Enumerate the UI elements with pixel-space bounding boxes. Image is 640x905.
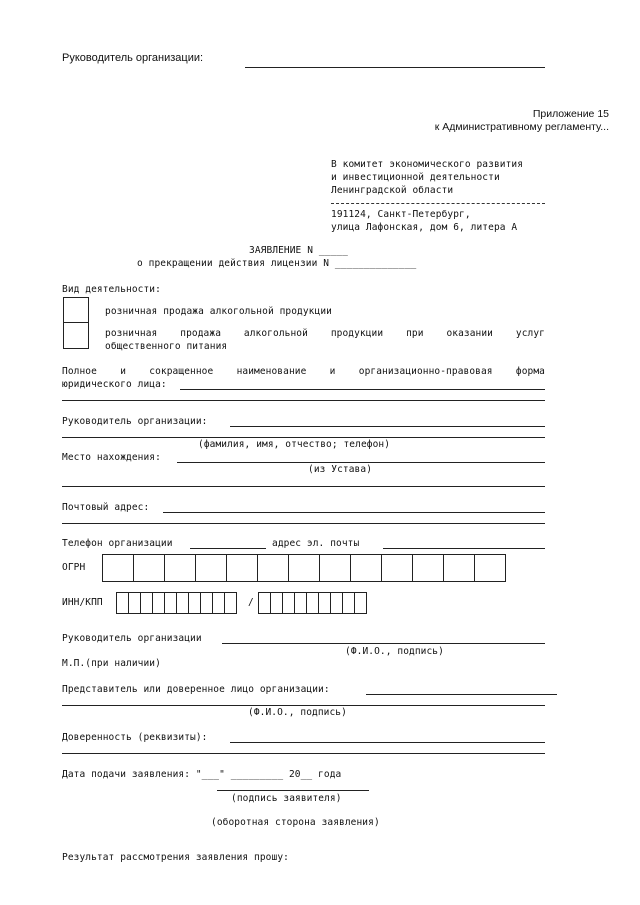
- full-name-field-extra[interactable]: [62, 400, 545, 401]
- location-label: Место нахождения:: [62, 452, 161, 463]
- full-name-field[interactable]: [180, 389, 545, 390]
- location-field-extra[interactable]: [62, 486, 545, 487]
- location-field[interactable]: [177, 462, 545, 463]
- ogrn-cell[interactable]: [195, 554, 227, 582]
- ogrn-label: ОГРН: [62, 562, 86, 573]
- phone-label: Телефон организации: [62, 538, 173, 549]
- full-name-label-line2: юридического лица:: [62, 379, 167, 390]
- postal-field-extra[interactable]: [62, 523, 545, 524]
- kpp-grid[interactable]: [258, 592, 367, 614]
- full-name-label-line1: Полное и сокращенное наименование и организационно-правовая форма: [62, 366, 545, 377]
- activity-checkbox-retail[interactable]: [63, 297, 89, 323]
- ogrn-cell[interactable]: [381, 554, 413, 582]
- head-sign-field[interactable]: [222, 643, 545, 644]
- head-hint: (фамилия, имя, отчество; телефон): [198, 439, 391, 450]
- activity-checkbox-catering[interactable]: [63, 322, 89, 349]
- proxy-field[interactable]: [230, 742, 545, 743]
- addressee-line1: В комитет экономического развития: [331, 159, 524, 170]
- appendix-number: Приложение 15: [532, 108, 609, 120]
- head-label: Руководитель организации:: [62, 416, 208, 427]
- inn-grid[interactable]: [116, 592, 237, 614]
- result-label: Результат рассмотрения заявления прошу:: [62, 852, 289, 863]
- ogrn-cell[interactable]: [257, 554, 289, 582]
- representative-label: Представитель или доверенное лицо организации:: [62, 684, 330, 695]
- ogrn-cell[interactable]: [412, 554, 444, 582]
- head-field-extra[interactable]: [62, 437, 545, 438]
- appendix-reference: к Административному регламенту...: [434, 121, 609, 133]
- activity-option-catering-line1: розничная продажа алкогольной продукции при оказании услуг: [105, 328, 545, 339]
- head-sign-label: Руководитель организации: [62, 633, 202, 644]
- ogrn-cell[interactable]: [474, 554, 506, 582]
- ogrn-cell[interactable]: [133, 554, 165, 582]
- activity-option-retail: розничная продажа алкогольной продукции: [105, 306, 332, 317]
- representative-field[interactable]: [366, 694, 557, 695]
- statement-title: ЗАЯВЛЕНИЕ N _____: [249, 245, 348, 256]
- addressee-line5: улица Лафонская, дом 6, литера А: [331, 222, 518, 233]
- addressee-line3: Ленинградской области: [331, 185, 454, 196]
- email-field[interactable]: [383, 548, 545, 549]
- ogrn-cell[interactable]: [226, 554, 258, 582]
- inn-cell[interactable]: [224, 592, 237, 614]
- applicant-signature-field[interactable]: [217, 790, 369, 791]
- ogrn-cell[interactable]: [443, 554, 475, 582]
- ogrn-cell[interactable]: [164, 554, 196, 582]
- head-field[interactable]: [230, 426, 545, 427]
- activity-option-catering-line2: общественного питания: [105, 341, 228, 352]
- representative-field-extra[interactable]: [62, 705, 545, 706]
- representative-hint: (Ф.И.О., подпись): [248, 707, 347, 718]
- inn-kpp-separator: /: [248, 597, 254, 608]
- kpp-cell[interactable]: [354, 592, 367, 614]
- addressee-line2: и инвестиционной деятельности: [331, 172, 500, 183]
- top-head-line: [245, 67, 545, 68]
- activity-label: Вид деятельности:: [62, 284, 161, 295]
- addressee-line4: 191124, Санкт-Петербург,: [331, 209, 471, 220]
- ogrn-grid[interactable]: [102, 554, 506, 582]
- addressee-separator: [331, 203, 545, 204]
- reverse-side-label: (оборотная сторона заявления): [211, 817, 380, 828]
- phone-field[interactable]: [190, 548, 266, 549]
- stamp-label: М.П.(при наличии): [62, 658, 161, 669]
- proxy-label: Доверенность (реквизиты):: [62, 732, 208, 743]
- top-head-label: Руководитель организации:: [62, 52, 204, 64]
- postal-label: Почтовый адрес:: [62, 502, 150, 513]
- head-sign-hint: (Ф.И.О., подпись): [345, 646, 444, 657]
- email-label: адрес эл. почты: [272, 538, 360, 549]
- ogrn-cell[interactable]: [288, 554, 320, 582]
- statement-subtitle: о прекращении действия лицензии N ______________: [137, 258, 417, 269]
- ogrn-cell[interactable]: [102, 554, 134, 582]
- ogrn-cell[interactable]: [319, 554, 351, 582]
- submission-date[interactable]: Дата подачи заявления: "___" _________ 20__ года: [62, 769, 342, 780]
- proxy-field-extra[interactable]: [62, 753, 545, 754]
- applicant-signature-hint: (подпись заявителя): [231, 793, 342, 804]
- postal-field[interactable]: [163, 512, 545, 513]
- inn-label: ИНН/КПП: [62, 597, 103, 608]
- ogrn-cell[interactable]: [350, 554, 382, 582]
- location-hint: (из Устава): [308, 464, 373, 475]
